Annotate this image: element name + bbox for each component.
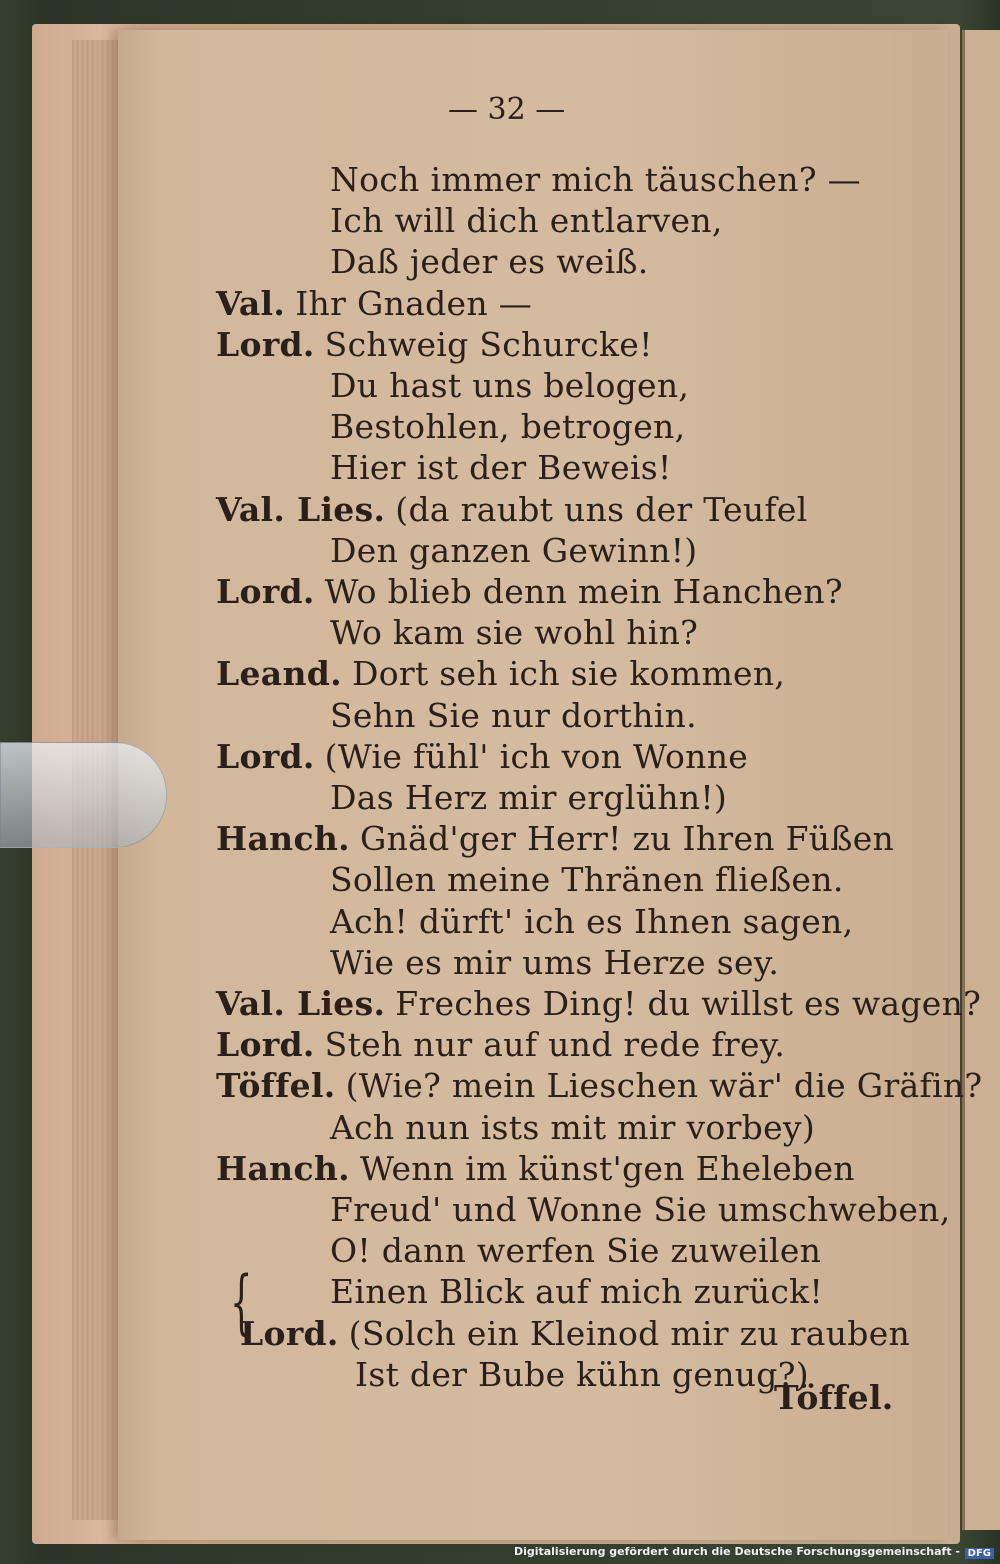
speaker-name: Töffel.: [216, 1066, 336, 1106]
line-text: Ist der Bube kühn genug?): [355, 1354, 809, 1394]
verse-line: [330, 531, 697, 571]
line-text: Bestohlen, betrogen,: [330, 407, 686, 447]
verse-line: [330, 160, 861, 200]
line-text: (Solch ein Kleinod mir zu rauben: [348, 1313, 911, 1353]
verse-line: [330, 1190, 951, 1230]
line-text: Wo blieb denn mein Hanchen?: [324, 572, 843, 611]
verse-line: [330, 696, 697, 736]
verse-line: [216, 572, 843, 612]
verse-line: [216, 325, 653, 365]
verse-line: [330, 778, 727, 818]
line-text: Sehn Sie nur dorthin.: [330, 695, 697, 735]
verse-line: [216, 1025, 785, 1065]
verse-line: [216, 737, 748, 777]
verse-line: [330, 366, 689, 406]
line-text: Gnäd'ger Herr! zu Ihren Füßen: [359, 819, 895, 859]
line-text: O! dann werfen Sie zuweilen: [330, 1231, 822, 1271]
line-text: Du hast uns belogen,: [330, 366, 690, 405]
footer-credit: Digitalisierung gefördert durch die Deutsche Forschungsgemeinschaft -: [513, 1545, 960, 1558]
line-text: Einen Blick auf mich zurück!: [330, 1272, 824, 1312]
dfg-logo: DFG: [965, 1548, 994, 1559]
line-text: Wenn im künst'gen Eheleben: [359, 1148, 855, 1188]
speaker-name: Lord.: [216, 324, 315, 364]
speaker-name: Lord.: [216, 1025, 315, 1065]
speaker-name: Lord.: [216, 736, 315, 776]
line-text: Steh nur auf und rede frey.: [324, 1025, 786, 1065]
verse-line: [330, 1108, 815, 1148]
line-text: Noch immer mich täuschen? —: [330, 160, 861, 199]
speaker-name: Leand.: [216, 654, 342, 694]
verse-line: [216, 654, 785, 694]
verse-line: [216, 984, 981, 1024]
verse-line: [330, 943, 779, 983]
verse-line: [216, 284, 532, 324]
verse-line: [330, 860, 844, 900]
verse-line: [330, 201, 723, 241]
line-text: Dort seh ich sie kommen,: [351, 654, 786, 694]
verse-line: [216, 1066, 982, 1106]
catchword: Töffel.: [774, 1378, 894, 1417]
line-text: (Wie? mein Lieschen wär' die Gräfin?: [345, 1066, 983, 1106]
speaker-name: Val. Lies.: [216, 984, 386, 1023]
line-text: Wo kam sie wohl hin?: [330, 613, 699, 653]
verse-line: [240, 1314, 910, 1354]
verse-line: [330, 902, 853, 942]
page-number: — 32 —: [448, 92, 566, 127]
line-text: (Wie fühl' ich von Wonne: [324, 736, 749, 776]
verse-line: [216, 490, 808, 530]
line-text: Das Herz mir erglühn!): [330, 778, 728, 817]
speaker-name: Val. Lies.: [216, 489, 386, 529]
speaker-name: Hanch.: [216, 1148, 350, 1188]
line-text: Hier ist der Beweis!: [330, 448, 672, 488]
line-text: Freches Ding! du willst es wagen?: [395, 984, 982, 1023]
line-text: Daß jeder es weiß.: [330, 242, 649, 282]
line-text: (da raubt uns der Teufel: [395, 489, 808, 529]
brace-mark: {: [230, 1261, 253, 1343]
verse-line: [330, 613, 698, 653]
line-text: Schweig Schurcke!: [324, 324, 653, 364]
verse-line: [216, 1149, 855, 1189]
speaker-name: Lord.: [240, 1313, 339, 1353]
verse-line: [355, 1355, 809, 1395]
verse-line: [330, 242, 649, 282]
line-text: Wie es mir ums Herze sey.: [330, 942, 780, 982]
verse-line: [216, 819, 894, 859]
line-text: Den ganzen Gewinn!): [330, 530, 698, 570]
line-text: Ich will dich entlarven,: [330, 201, 723, 241]
speaker-name: Lord.: [216, 572, 315, 611]
line-text: Ach nun ists mit mir vorbey): [330, 1107, 816, 1147]
verse-line: [330, 448, 672, 488]
verse-line: [330, 1272, 823, 1312]
verse-line: [330, 1231, 821, 1271]
line-text: Sollen meine Thränen fließen.: [330, 860, 844, 900]
line-text: Ihr Gnaden —: [295, 283, 533, 323]
verse-line: [330, 407, 685, 447]
line-text: Ach! dürft' ich es Ihnen sagen,: [330, 901, 854, 941]
line-text: Freud' und Wonne Sie umschweben,: [330, 1190, 951, 1229]
speaker-name: Hanch.: [216, 819, 350, 859]
speaker-name: Val.: [216, 283, 286, 323]
